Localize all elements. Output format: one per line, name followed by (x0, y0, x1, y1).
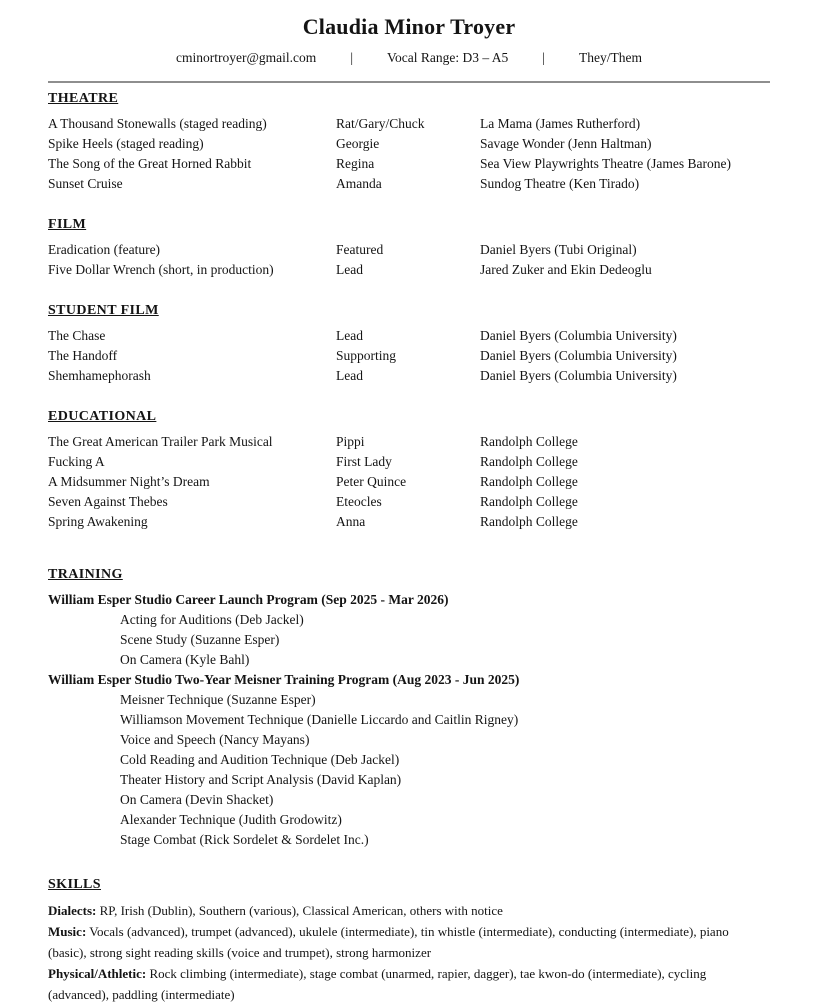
credit-row (48, 260, 770, 280)
training-course: On Camera (Kyle Bahl) (120, 652, 250, 667)
pronouns-text: They/Them (578, 50, 642, 65)
educational-credits (48, 432, 770, 532)
training-course: Alexander Technique (Judith Grodowitz) (120, 812, 342, 827)
company: Randolph College (480, 494, 578, 509)
training-course: Scene Study (Suzanne Esper) (120, 632, 280, 647)
company: Daniel Byers (Columbia University) (480, 368, 677, 383)
production-title: The Great American Trailer Park Musical (48, 434, 273, 449)
training-program: William Esper Studio Two-Year Meisner Training Program (Aug 2023 - Jun 2025) (48, 672, 520, 687)
skill-label: Music: (48, 924, 87, 939)
role: Pippi (336, 434, 365, 449)
role: Featured (336, 242, 384, 257)
page-title: Claudia Minor Troyer (302, 14, 516, 39)
role: Eteocles (336, 494, 382, 509)
credit-row (48, 240, 770, 260)
production-title: Eradication (feature) (48, 242, 161, 257)
skill-item-music (48, 921, 770, 963)
role: Lead (336, 328, 363, 343)
credit-row (48, 492, 770, 512)
email-text: cminortroyer@gmail.com (176, 50, 317, 65)
skill-label: Dialects: (48, 903, 97, 918)
skill-text: Vocals (advanced), trumpet (advanced), ukulele (intermediate), tin whistle (intermediate), conducting (intermediate), piano (basic), strong sight reading skills (voice and trumpet), strong harmonizer (48, 924, 729, 960)
production-title: The Song of the Great Horned Rabbit (48, 156, 252, 171)
role: Lead (336, 368, 363, 383)
role: Lead (336, 262, 363, 277)
company: Savage Wonder (Jenn Haltman) (480, 136, 652, 151)
film-credits (48, 240, 770, 280)
credit-row (48, 512, 770, 532)
production-title: The Chase (48, 328, 106, 343)
production-title: A Thousand Stonewalls (staged reading) (48, 116, 267, 131)
section-heading-film: FILM (48, 217, 87, 232)
company: Daniel Byers (Columbia University) (480, 328, 677, 343)
company: La Mama (James Rutherford) (480, 116, 641, 131)
company: Daniel Byers (Columbia University) (480, 348, 677, 363)
company: Daniel Byers (Tubi Original) (480, 242, 637, 257)
skill-text: Rock climbing (intermediate), stage combat (unarmed, rapier, dagger), tae kwon-do (intermediate), cycling (advanced), paddling (intermediate) (48, 966, 707, 1002)
production-title: Spike Heels (staged reading) (48, 136, 204, 151)
training-program: William Esper Studio Career Launch Program (Sep 2025 - Mar 2026) (48, 592, 449, 607)
student-film-credits (48, 326, 770, 386)
credit-row (48, 346, 770, 366)
company: Randolph College (480, 514, 578, 529)
role: Supporting (336, 348, 397, 363)
skills-list (48, 900, 770, 1005)
section-heading-training: TRAINING (48, 567, 123, 582)
training-course: Voice and Speech (Nancy Mayans) (120, 732, 310, 747)
company: Sundog Theatre (Ken Tirado) (480, 176, 640, 191)
separator-pipe: | (350, 50, 354, 65)
production-title: Five Dollar Wrench (short, in production) (48, 262, 274, 277)
section-heading-student-film: STUDENT FILM (48, 303, 159, 318)
company: Sea View Playwrights Theatre (James Barone) (480, 156, 731, 171)
section-heading-educational: EDUCATIONAL (48, 409, 157, 424)
company: Randolph College (480, 434, 578, 449)
company: Jared Zuker and Ekin Dedeoglu (480, 262, 652, 277)
role: Peter Quince (336, 474, 407, 489)
training-course: Meisner Technique (Suzanne Esper) (120, 692, 316, 707)
company: Randolph College (480, 474, 578, 489)
training-course: On Camera (Devin Shacket) (120, 792, 274, 807)
credit-row (48, 114, 770, 134)
role: Rat/Gary/Chuck (336, 116, 425, 131)
skill-item-dialects (48, 900, 770, 921)
vocal-range-text: Vocal Range: D3 – A5 (387, 50, 509, 65)
training-course: Cold Reading and Audition Technique (Deb Jackel) (120, 752, 400, 767)
section-heading-skills: SKILLS (48, 877, 101, 892)
credit-row (48, 154, 770, 174)
company: Randolph College (480, 454, 578, 469)
production-title: Sunset Cruise (48, 176, 123, 191)
production-title: The Handoff (48, 348, 118, 363)
skill-item-physical (48, 963, 770, 1005)
role: Amanda (336, 176, 382, 191)
section-heading-theatre: THEATRE (48, 91, 119, 106)
training-course: Stage Combat (Rick Sordelet & Sordelet Inc.) (120, 832, 369, 847)
header-divider (48, 81, 770, 83)
training-course: Acting for Auditions (Deb Jackel) (120, 612, 304, 627)
production-title: Shemhamephorash (48, 368, 151, 383)
contact-line (48, 49, 770, 66)
credit-row (48, 174, 770, 194)
skill-label: Physical/Athletic: (48, 966, 147, 981)
credit-row (48, 134, 770, 154)
training-course: Williamson Movement Technique (Danielle Liccardo and Caitlin Rigney) (120, 712, 519, 727)
credit-row (48, 366, 770, 386)
credit-row (48, 326, 770, 346)
skill-text: RP, Irish (Dublin), Southern (various), Classical American, others with notice (96, 903, 503, 918)
role: Georgie (336, 136, 380, 151)
training-list (48, 590, 770, 850)
credit-row (48, 432, 770, 452)
credit-row (48, 472, 770, 492)
role: First Lady (336, 454, 392, 469)
role: Regina (336, 156, 375, 171)
production-title: Seven Against Thebes (48, 494, 168, 509)
production-title: Spring Awakening (48, 514, 148, 529)
separator-pipe: | (542, 50, 545, 65)
theatre-credits (48, 114, 770, 194)
credit-row (48, 452, 770, 472)
production-title: A Midsummer Night’s Dream (48, 474, 210, 489)
production-title: Fucking A (48, 454, 105, 469)
training-course: Theater History and Script Analysis (David Kaplan) (120, 772, 402, 787)
role: Anna (336, 514, 366, 529)
